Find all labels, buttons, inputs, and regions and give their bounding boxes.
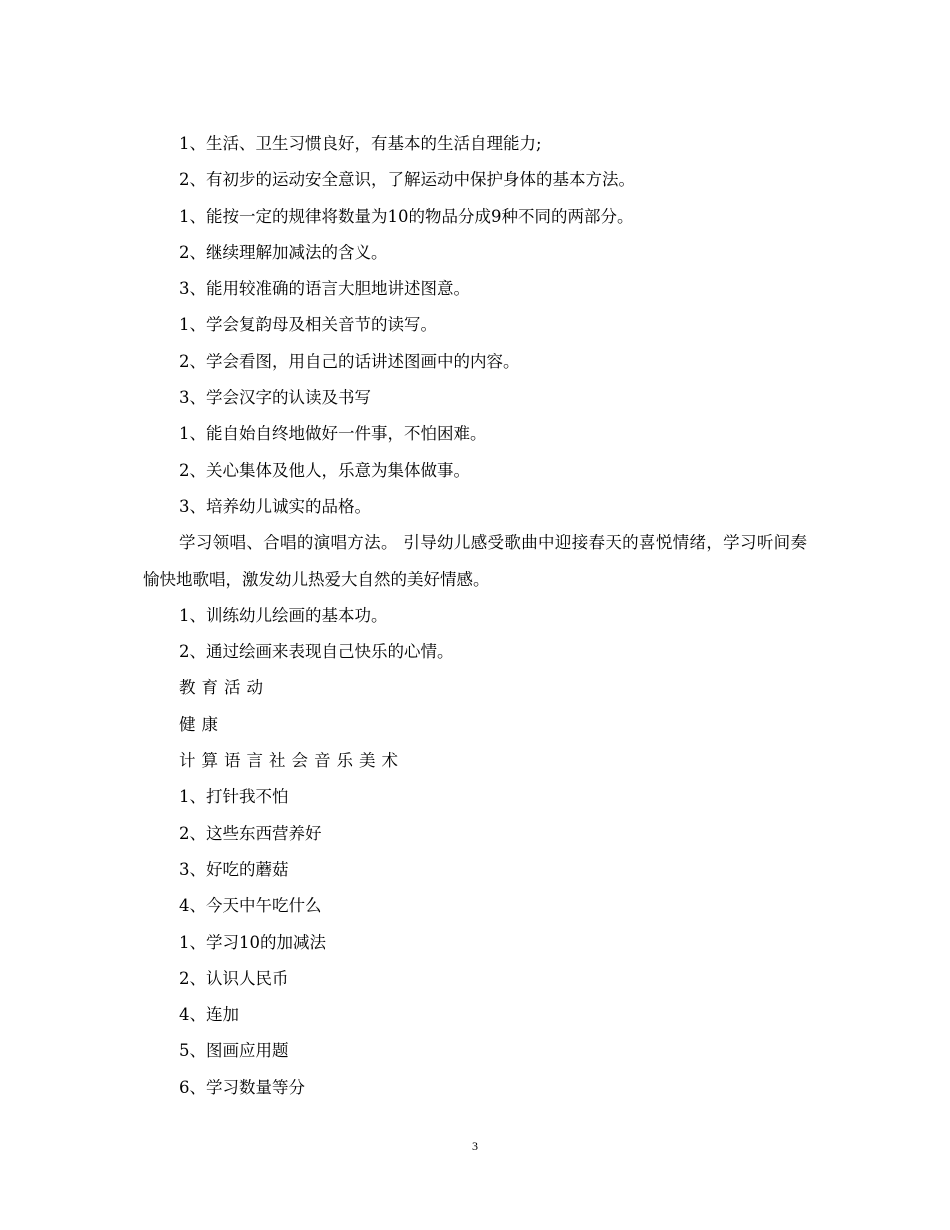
text-line: 3、学会汉字的认读及书写: [179, 388, 371, 408]
text-line: 2、有初步的运动安全意识，了解运动中保护身体的基本方法。: [179, 170, 635, 190]
document-body: [143, 126, 807, 1106]
text-line: 3、能用较准确的语言大胆地讲述图意。: [179, 279, 470, 299]
text-line: 2、继续理解加减法的含义。: [179, 242, 388, 262]
text-line: 1、生活、卫生习惯良好，有基本的生活自理能力;: [179, 134, 542, 153]
list-item: 6、学习数量等分: [179, 1077, 305, 1097]
text-line: 1、能自始自终地做好一件事，不怕困难。: [179, 424, 487, 444]
list-item: 1、打针我不怕: [179, 787, 289, 807]
list-item: 5、图画应用题: [179, 1041, 289, 1061]
section-heading: 教育活动: [179, 678, 269, 698]
list-item: 4、今天中午吃什么: [179, 896, 322, 916]
text-line: 2、关心集体及他人，乐意为集体做事。: [179, 460, 470, 480]
text-line: 1、训练幼儿绘画的基本功。: [179, 605, 388, 625]
text-line: 2、学会看图，用自己的话讲述图画中的内容。: [179, 351, 520, 371]
list-item: 2、这些东西营养好: [179, 823, 322, 843]
text-paragraph: 学习领唱、合唱的演唱方法。 引导幼儿感受歌曲中迎接春天的喜悦情绪，学习听间奏愉快地歌唱，激发幼儿热爱大自然的美好情感。: [143, 533, 807, 589]
list-item: 2、认识人民币: [179, 968, 289, 988]
list-item: 3、好吃的蘑菇: [179, 859, 289, 879]
text-line: 1、学会复韵母及相关音节的读写。: [179, 315, 437, 335]
text-line: 2、通过绘画来表现自己快乐的心情。: [179, 642, 454, 662]
page-number: 3: [472, 1139, 478, 1153]
list-item: 1、学习10的加减法: [179, 932, 326, 952]
text-line: 3、培养幼儿诚实的品格。: [179, 496, 371, 516]
text-line: 1、能按一定的规律将数量为10的物品分成9种不同的两部分。: [179, 206, 634, 226]
subject-list: 计算语言社会音乐美术: [179, 751, 404, 771]
section-heading: 健康: [179, 714, 224, 734]
list-item: 4、连加: [179, 1005, 239, 1025]
